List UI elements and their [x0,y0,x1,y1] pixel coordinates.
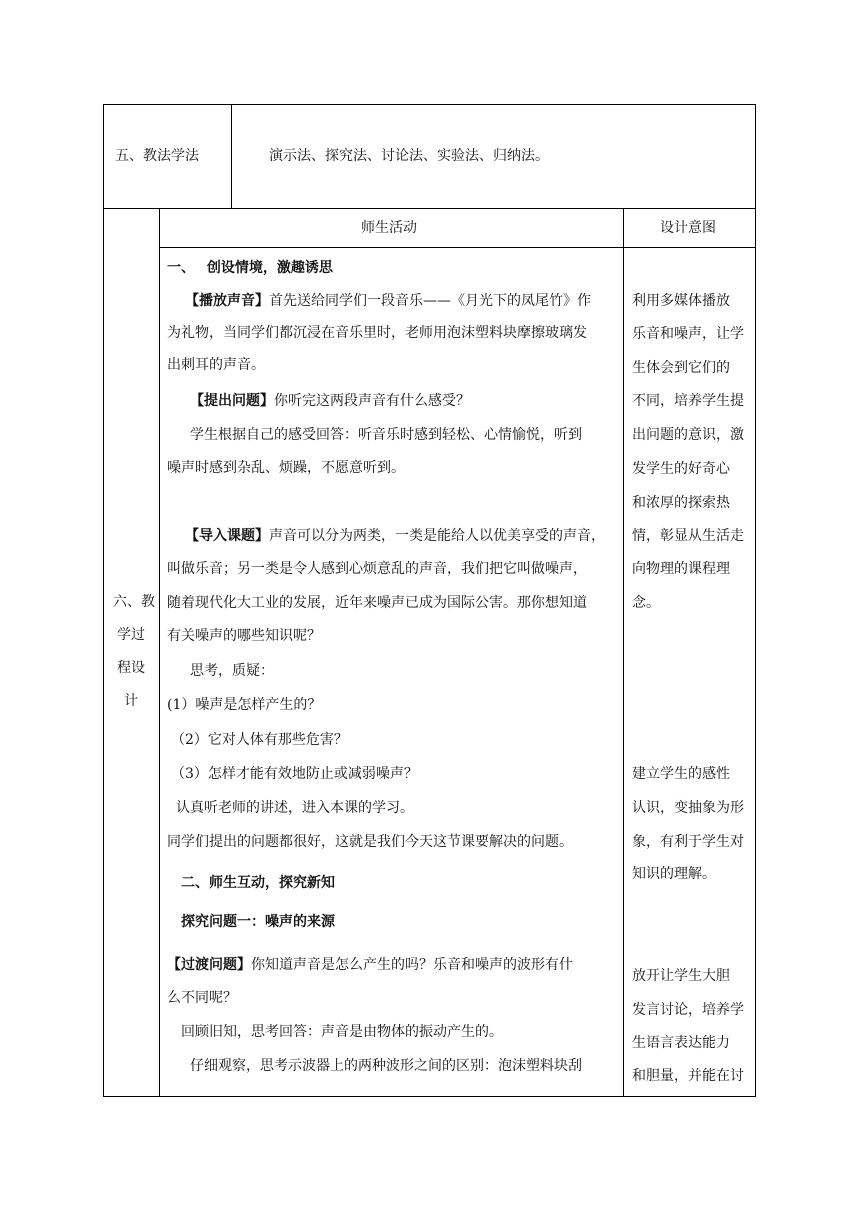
row6-label-line-1: 六、教 [113,594,155,610]
p8-line-2: 么不同呢？ [167,990,237,1006]
row6-label-line-4: 计 [124,693,138,709]
p4-line-4: 有关噪声的哪些知识呢？ [167,628,321,644]
p2-text: 你听完这两段声音有什么感受？ [274,393,470,409]
p4-line-1 [185,529,605,543]
intent1-line-8: 情，彰显从生活走 [632,528,744,544]
intent1-line-1: 利用多媒体播放 [632,293,730,309]
intent1-line-9: 向物理的课程理 [632,561,730,577]
p1-line-2: 为礼物，当同学们都沉浸在音乐里时，老师用泡沫塑料块摩擦玻璃发 [167,325,587,341]
p8-text: 你知道声音是怎么产生的吗？乐音和噪声的波形有什 [251,957,573,973]
question-3: （3）怎样才能有效地防止或减弱噪声？ [171,766,418,782]
row5-label: 五、教法学法 [115,148,199,164]
intent1-line-3: 生体会到它们的 [632,360,730,376]
section1-title: 一、 创设情境，激趣诱思 [167,260,333,276]
question-1: (1）噪声是怎样产生的？ [167,697,322,713]
row6-label-line-2: 学过 [117,627,145,643]
header-intent: 设计意图 [660,220,716,236]
table-row-divider [103,208,756,209]
p1-bracket: 【播放声音】 [185,293,269,309]
p9-line: 回顾旧知，思考回答：声音是由物体的振动产生的。 [181,1024,503,1040]
intent2-line-1: 建立学生的感性 [632,766,730,782]
p4-text: 声音可以分为两类，一类是能给人以优美享受的声音， [269,528,605,544]
p1-line-3: 出刺耳的声音。 [167,357,265,373]
p10-line: 仔细观察，思考示波器上的两种波形之间的区别：泡沫塑料块刮 [190,1058,582,1074]
row6-label-divider [159,208,160,1096]
row6-label-line-3: 程设 [117,660,145,676]
intent1-line-4: 不同，培养学生提 [632,393,744,409]
table-bottom-border [103,1096,756,1097]
intent1-line-10: 念。 [632,595,660,611]
intent1-line-7: 和浓厚的探索热 [632,495,730,511]
p4-bracket: 【导入课题】 [185,528,269,544]
p2-bracket: 【提出问题】 [190,393,274,409]
intent3-line-2: 发言讨论，培养学 [632,1002,744,1018]
sub1-title: 探究问题一：噪声的来源 [181,914,335,930]
header-activity: 师生活动 [361,220,417,236]
table-right-border [755,104,756,1097]
intent2-line-4: 知识的理解。 [632,866,716,882]
intent3-line-4: 和胆量，并能在讨 [632,1068,744,1084]
table-header-divider [159,247,756,248]
p7-line: 同学们提出的问题都很好，这就是我们今天这节课要解决的问题。 [167,834,573,850]
p5-line: 思考，质疑： [190,663,274,679]
p1-text: 首先送给同学们一段音乐——《月光下的凤尾竹》作 [269,293,591,309]
p4-line-3: 随着现代化大工业的发展，近年来噪声已成为国际公害。那你想知道 [167,595,587,611]
intent3-line-3: 生语言表达能力 [632,1035,730,1051]
table-left-border [103,104,104,1097]
p8-line-1 [167,958,573,972]
intent2-line-2: 认识，变抽象为形 [632,800,744,816]
intent3-line-1: 放开让学生大胆 [632,968,730,984]
intent1-line-5: 出问题的意识，激 [632,427,744,443]
p3-line-2: 噪声时感到杂乱、烦躁，不愿意听到。 [167,460,405,476]
intent1-line-2: 乐音和噪声，让学 [632,326,744,342]
section2-title: 二、师生互动，探究新知 [181,875,335,891]
table-top-border [103,104,756,105]
p4-line-2: 叫做乐音；另一类是令人感到心烦意乱的声音，我们把它叫做噪声， [167,561,587,577]
row5-content: 演示法、探究法、讨论法、实验法、归纳法。 [269,148,549,164]
p6-line: 认真听老师的讲述，进入本课的学习。 [176,800,414,816]
p8-bracket: 【过渡问题】 [167,957,251,973]
p2-line [190,394,470,408]
question-2: （2）它对人体有那些危害？ [171,732,348,748]
row6-intent-divider [623,208,624,1096]
intent1-line-6: 发学生的好奇心 [632,461,730,477]
intent2-line-3: 象，有利于学生对 [632,834,744,850]
row5-col-divider [231,104,232,208]
p1-line-1 [185,294,591,308]
p3-line-1: 学生根据自己的感受回答：听音乐时感到轻松、心情愉悦，听到 [190,427,582,443]
